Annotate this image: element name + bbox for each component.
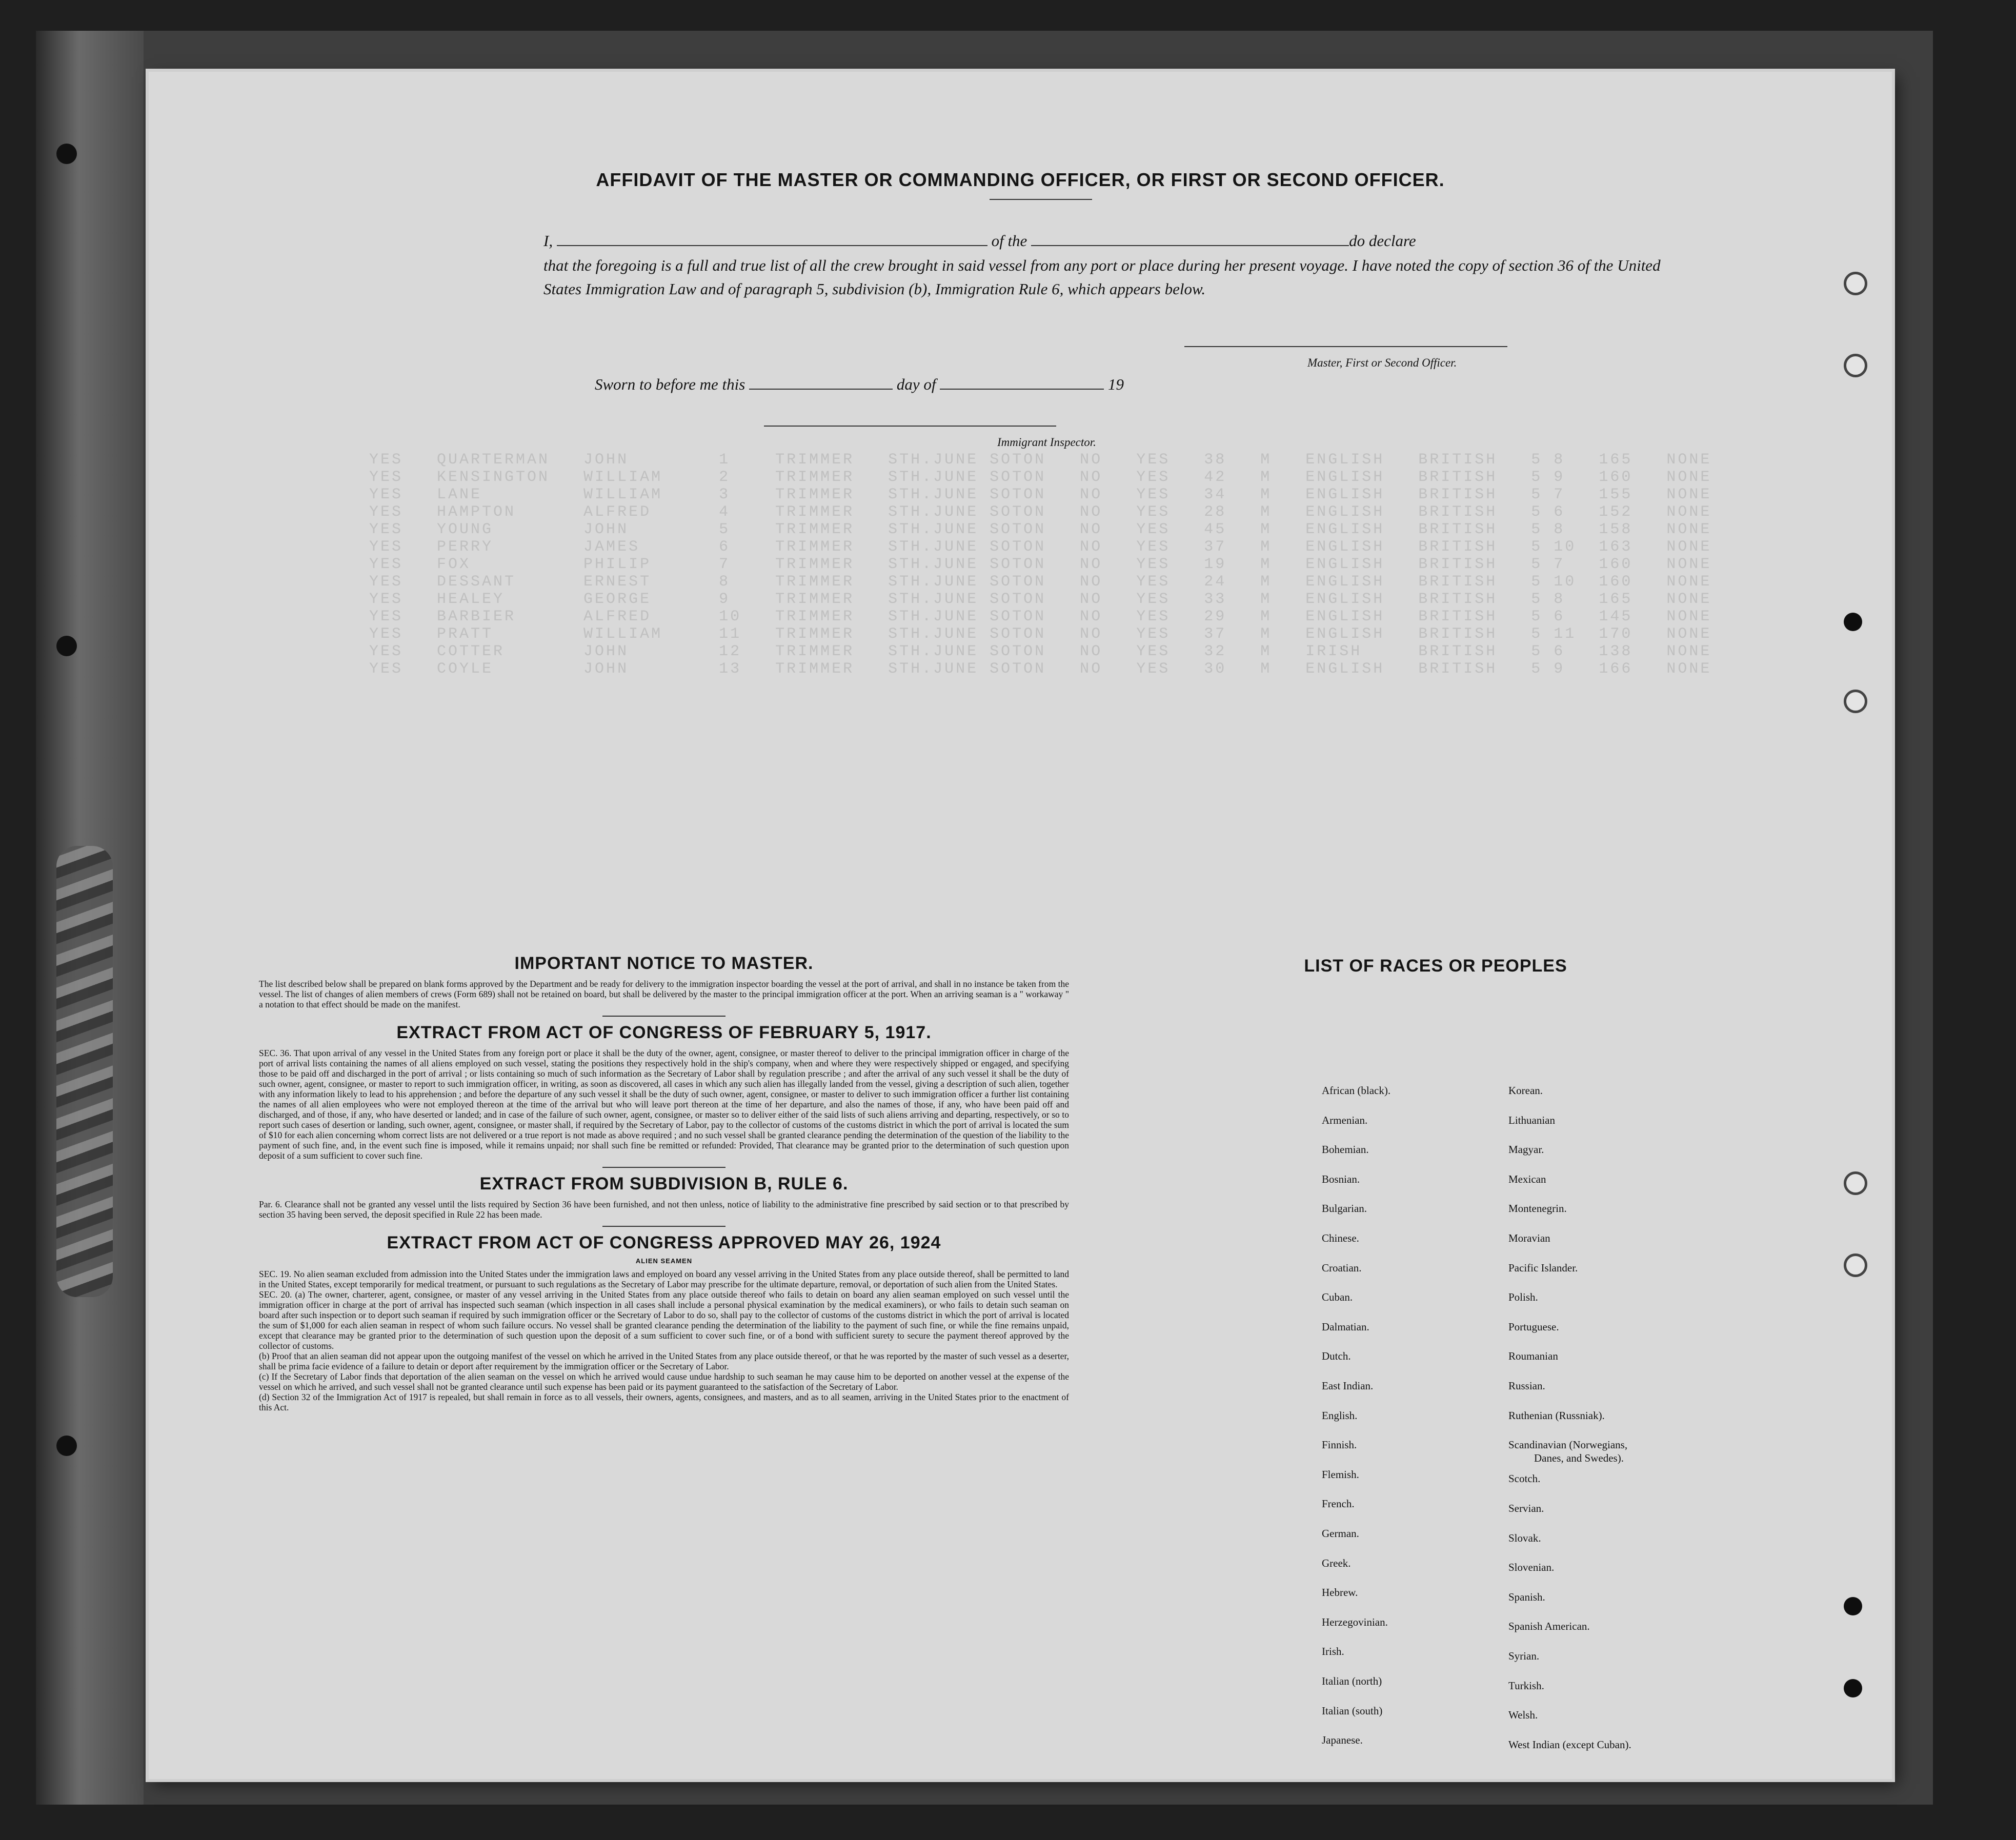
race-item: Pacific Islander. [1508,1261,1578,1274]
race-item: Polish. [1508,1291,1538,1304]
rule-6-text: Par. 6. Clearance shall not be granted any vessel until the lists required by Section 36 have been furnished, and not then unless, notice of liability to the administrative fine prescribed by said section or to that prescribed by section 35 having been served, the deposit specified in Rule 22 has been made. [259,1199,1069,1220]
act-1924-title: EXTRACT FROM ACT OF CONGRESS APPROVED MAY 26, 1924 [387,1233,941,1252]
inspector-signature-label: Immigrant Inspector. [997,436,1096,449]
month-blank [940,374,1104,390]
divider [602,1226,725,1227]
race-item: Hebrew. [1322,1586,1358,1599]
notice-text: The list described below shall be prepared on blank forms approved by the Department and be ready for delivery to the immigration inspector boarding the vessel at the port of arrival, and shall in no instance be taken from the vessel. The list of changes of alien members of crews (Form 689) shall not be retained on board, but shall be delivered by the master to the principal immigration officer at the port. When an arriving seaman is a " workaway " a notation to that effect should be made on the manifest. [259,979,1069,1009]
act-1924-sec20a: SEC. 20. (a) The owner, charterer, agent, consignee, or master of any vessel arriving in the United States from any place outside thereof who fails to detain on board any alien seaman employed on such vessel until the immigration officer in charge at the port of arrival has inspected such seaman (which inspection in all cases shall include a personal physical examination by the medical examiners), or who fails to detain such seaman on board after such inspection or to deport such seaman if required by such immigration officer or the Secretary of Labor to do so, shall pay to the collector of customs of the customs district in which the port of arrival is located the sum of $1,000 for each alien seaman in respect of whom such failure occurs. No vessel shall be granted clearance pending the determination of the liability to the payment of such fine, or while the fine remains unpaid, except that clearance may be granted prior to the determination of such question upon the deposit of a sum sufficient to cover such fine, or of a bond with sufficient surety to secure the payment thereof approved by the collector of customs. [259,1289,1069,1351]
act-1924-sec19: SEC. 19. No alien seaman excluded from admission into the United States under the immigration laws and employed on board any vessel arriving in the United States from any place outside thereof, shall be permitted to land in the United States, except temporarily for medical treatment, or pursuant to such regulations as the Secretary of Labor may prescribe for the ultimate departure, removal, or deportation of such alien from the United States. [259,1269,1069,1289]
declaration-body: that the foregoing is a full and true list of all the crew brought in said vessel from any port or place during her present voyage. I have noted the copy of section 36 of the United States Immigration Law and of paragraph 5, subdivision (b), Immigration Rule 6, which appears below. [543,256,1661,298]
race-item: Dutch. [1322,1350,1351,1363]
race-item: Herzegovinian. [1322,1615,1388,1628]
binder-hole [56,636,77,656]
race-item: Slovenian. [1508,1561,1555,1574]
bleed-through-texture: YES QUARTERMAN JOHN 1 TRIMMER STH.JUNE SOTON NO YES 38 M ENGLISH BRITISH 5 8 165 NONE YES KENSINGTON WILLIAM 2 TRIMMER STH.JUNE SOTON NO YES 42 M ENGLISH BRITISH 5 9 160 NONE YES LANE WILLIAM 3 TRIMMER STH.JUNE SOTON NO YES 34 M ENGLISH BRITISH 5 7 155 NONE YES HAMPTON ALFRED 4 TRIMMER STH.JUNE SOTON NO YES 28 M ENGLISH BRITISH 5 6 152 NONE YES YOUNG JOHN 5 TRIMMER STH.JUNE SOTON NO YES 45 M ENGLISH BRITISH 5 8 158 NONE YES PERRY JAMES 6 TRIMMER STH.JUNE SOTON NO YES 37 M ENGLISH BRITISH 5 10 163 NONE YES FOX PHILIP 7 TRIMMER STH.JUNE SOTON NO YES 19 M ENGLISH BRITISH 5 7 160 NONE YES DESSANT ERNEST 8 TRIMMER STH.JUNE SOTON NO YES 24 M ENGLISH BRITISH 5 10 160 NONE YES HEALEY GEORGE 9 TRIMMER STH.JUNE SOTON NO YES 33 M ENGLISH BRITISH 5 8 165 NONE YES BARBIER ALFRED 10 TRIMMER STH.JUNE SOTON NO YES 29 M ENGLISH BRITISH 5 6 145 NONE YES PRATT WILLIAM 11 TRIMMER STH.JUNE SOTON NO YES 37 M ENGLISH BRITISH 5 11 170 NONE YES COTTER JOHN 12 TRIMMER STH.JUNE SOTON NO YES 32 M IRISH BRITISH 5 6 138 NONE YES COYLE JOHN 13 TRIMMER STH.JUNE SOTON NO YES 30 M ENGLISH BRITISH 5 9 166 NONE [369,451,1712,678]
race-item: Finnish. [1322,1439,1357,1451]
race-item: Ruthenian (Russniak). [1508,1409,1605,1422]
punch-hole-icon [1844,613,1862,631]
divider [602,1016,725,1017]
binding-ribbon [56,846,113,1297]
race-item: Chinese. [1322,1232,1359,1244]
punch-hole-icon [1844,354,1867,377]
race-item: French. [1322,1498,1355,1510]
notices-column [259,954,1069,1412]
race-item: Italian (north) [1322,1675,1382,1687]
act-1917-title: EXTRACT FROM ACT OF CONGRESS OF FEBRUARY 5, 1917. [396,1023,932,1042]
race-item: East Indian. [1322,1380,1374,1392]
act-1917-text: SEC. 36. That upon arrival of any vessel in the United States from any foreign port or place it shall be the duty of the owner, agent, consignee, or master thereof to deliver to the principal immigration officer in charge of the port of arrival lists containing the names of all aliens employed on such vessel, stating the positions they respectively hold in the ship's company, when and where they were respectively shipped or engaged, and specifying those to be paid off and discharged in the port of arrival ; or lists containing so much of such information as the Secretary of Labor shall by regulation prescribe ; and after the arrival of any such vessel it shall be the duty of such owner, agent, consignee, or master to report to such immigration officer, in writing, as soon as discovered, all cases in which any such alien has illegally landed from the vessel, giving a description of such alien, together with any information likely to lead to his apprehension ; and before the departure of any such vessel it shall be the duty of such owner, agent, consignee, or master to deliver to such immigration officer a further list containing the names of all alien employees who were not employed thereon at the time of the arrival but who will leave port thereon at the time of her departure, and also the names of those, if any, who have been paid off and discharged, and of those, if any, who have deserted or landed; and in case of the failure of such owner, agent, consignee, or master so to deliver either of the said lists of such aliens arriving and departing, respectively, or so to report such cases of desertion or landing, such owner, agent, consignee, or master shall, if required by the Secretary of Labor, pay to the collector of customs of the customs district in which the port of arrival is located the sum of $10 for each alien concerning whom correct lists are not delivered or a true report is not made as above required ; and no such vessel shall be granted clearance pending the determination of the question of the liability to the payment of such fine, and, in the event such fine is imposed, while it remains unpaid; nor shall such fine be remitted or refunded: Provided, That clearance may be granted prior to the determination of such question upon deposit of a sum sufficient to cover such fine. [259,1048,1069,1161]
sworn-line [595,374,1124,394]
master-signature-line [1184,346,1507,347]
race-item: Lithuanian [1508,1114,1555,1126]
divider [990,199,1092,200]
race-item: Irish. [1322,1645,1344,1658]
punch-hole-icon [1844,1171,1867,1195]
name-blank [557,231,987,246]
race-item: Greek. [1322,1556,1351,1569]
race-item: Magyar. [1508,1143,1544,1156]
inspector-signature-line [764,426,1056,427]
race-item: Korean. [1508,1084,1543,1097]
race-item: African (black). [1322,1084,1391,1097]
declaration-line [543,231,1671,250]
race-item: Portuguese. [1508,1320,1559,1333]
race-item: Welsh. [1508,1709,1538,1722]
divider [602,1167,725,1168]
race-item: English. [1322,1409,1358,1422]
sworn-year: 19 [1107,375,1124,393]
race-item: Bosnian. [1322,1172,1360,1185]
declaration-of-the: of the [991,232,1027,250]
sworn-prefix: Sworn to before me this [595,375,745,393]
declaration-do-declare: do declare [1349,232,1416,250]
day-blank [749,374,893,390]
act-1924-sec20d: (d) Section 32 of the Immigration Act of 1917 is repealed, but shall remain in force as to all vessels, their owners, agents, consignees, and masters, and as to all seamen, arriving in the United States prior to the enactment of this Act. [259,1392,1069,1412]
punch-hole-icon [1844,1253,1867,1277]
race-item: Syrian. [1508,1650,1540,1663]
document-page [149,72,1892,1779]
race-item: Bohemian. [1322,1143,1369,1156]
races-title: LIST OF RACES OR PEOPLES [1304,956,1567,976]
act-1924-sec20c: (c) If the Secretary of Labor finds that deportation of the alien seaman on the vessel on which he arrived would cause undue hardship to such seaman he may cause him to be deported on another vessel at the expense of the vessel on which he arrived, and such vessel shall not be granted clearance until such expense has been paid or its payment guaranteed to the satisfaction of the Secretary of Labor. [259,1371,1069,1392]
race-item: West Indian (except Cuban). [1508,1738,1631,1751]
notice-title: IMPORTANT NOTICE TO MASTER. [514,954,814,973]
race-item: Turkish. [1508,1679,1544,1692]
binder-hole [56,1435,77,1456]
race-item: Slovak. [1508,1531,1541,1544]
race-item: Dalmatian. [1322,1320,1369,1333]
race-item: Mexican [1508,1172,1546,1185]
race-item: Servian. [1508,1502,1544,1515]
race-item: Danes, and Swedes). [1534,1452,1624,1465]
race-item: Moravian [1508,1232,1550,1244]
race-item: Spanish. [1508,1590,1545,1603]
act-1924-sec20b: (b) Proof that an alien seaman did not appear upon the outgoing manifest of the vessel on which he arrived in the United States from any place outside thereof, or that he was reported by the master of such vessel as a deserter, shall be prima facie evidence of a failure to detain or deport after requirement by the immigration officer or the Secretary of Labor. [259,1351,1069,1371]
punch-hole-icon [1844,272,1867,295]
race-item: Croatian. [1322,1261,1362,1274]
master-signature-label: Master, First or Second Officer. [1307,356,1457,369]
binder-hole [56,144,77,164]
punch-hole-icon [1844,690,1867,713]
race-item: Bulgarian. [1322,1202,1367,1215]
race-item: Scotch. [1508,1472,1541,1485]
race-item: Flemish. [1322,1468,1359,1481]
race-item: Italian (south) [1322,1704,1383,1717]
race-item: Russian. [1508,1380,1545,1392]
race-item: Japanese. [1322,1734,1363,1747]
race-item: Montenegrin. [1508,1202,1567,1215]
declaration-i: I, [543,232,553,250]
act-1924-subtitle: ALIEN SEAMEN [635,1257,693,1265]
affidavit-title: AFFIDAVIT OF THE MASTER OR COMMANDING OFFICER, OR FIRST OR SECOND OFFICER. [596,169,1445,190]
race-item: Cuban. [1322,1291,1353,1304]
sworn-day-of: day of [896,375,936,393]
race-item: Spanish American. [1508,1620,1590,1633]
punch-hole-icon [1844,1679,1862,1697]
punch-hole-icon [1844,1597,1862,1615]
rule-6-title: EXTRACT FROM SUBDIVISION B, RULE 6. [479,1174,849,1194]
race-item: Scandinavian (Norwegians, [1508,1439,1628,1451]
vessel-blank [1031,231,1349,246]
race-item: Roumanian [1508,1350,1558,1363]
race-item: Armenian. [1322,1114,1368,1126]
race-item: German. [1322,1527,1359,1540]
